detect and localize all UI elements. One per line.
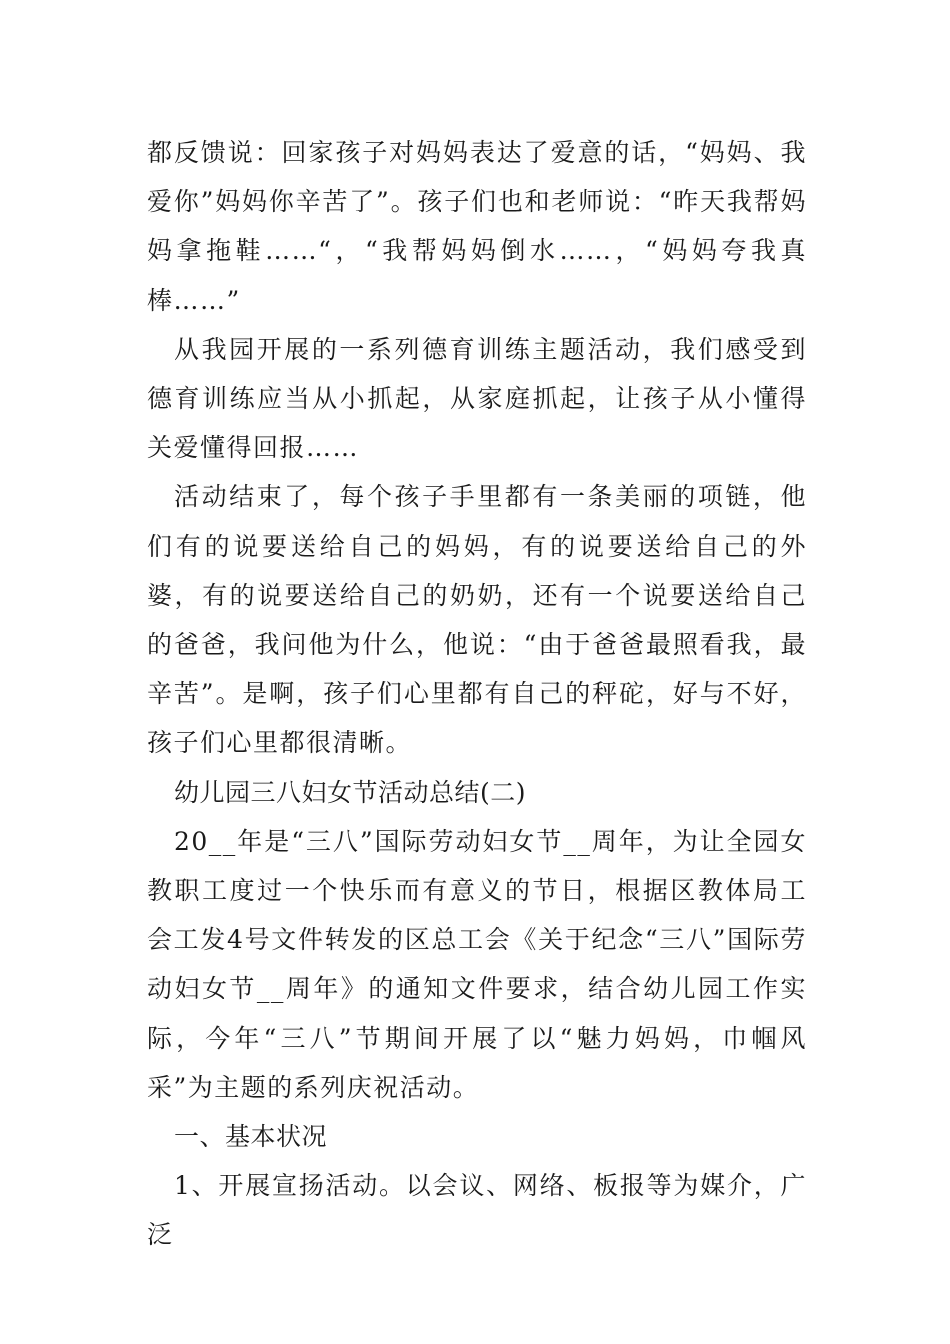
paragraph-intro: 20__年是“三八”国际劳动妇女节__周年，为让全园女教职工度过一个快乐而有意义的节日，根据区教体局工会工发4号文件转发的区总工会《关于纪念“三八”国际劳动妇女节__周年》的通知文件要求，结合幼儿园工作实际，今年“三八”节期间开展了以“魅力妈妈，巾帼风采”为主题的系列庆祝活动。 (147, 826, 807, 1102)
section-title: 幼儿园三八妇女节活动总结(二) (174, 777, 527, 807)
document-body (147, 128, 807, 1260)
paragraph-moral-education: 从我园开展的一系列德育训练主题活动，我们感受到德育训练应当从小抓起，从家庭抓起，让孩子从小懂得关爱懂得回报…… (147, 334, 807, 463)
paragraph-necklace-activity: 活动结束了，每个孩子手里都有一条美丽的项链，他们有的说要送给自己的妈妈，有的说要送给自己的外婆，有的说要送给自己的奶奶，还有一个说要送给自己的爸爸，我问他为什么，他说：“由于爸爸最照看我，最辛苦”。是啊，孩子们心里都有自己的秤砣，好与不好，孩子们心里都很清晰。 (147, 482, 807, 758)
paragraph-feedback: 都反馈说：回家孩子对妈妈表达了爱意的话，“妈妈、我爱你”妈妈你辛苦了”。孩子们也和老师说：“昨天我帮妈妈拿拖鞋……“，“我帮妈妈倒水……，“妈妈夸我真棒……” (147, 138, 807, 315)
list-item-1: 1、开展宣扬活动。以会议、网络、板报等为媒介，广泛 (147, 1171, 807, 1250)
subheading-basic-situation: 一、基本状况 (174, 1122, 328, 1152)
